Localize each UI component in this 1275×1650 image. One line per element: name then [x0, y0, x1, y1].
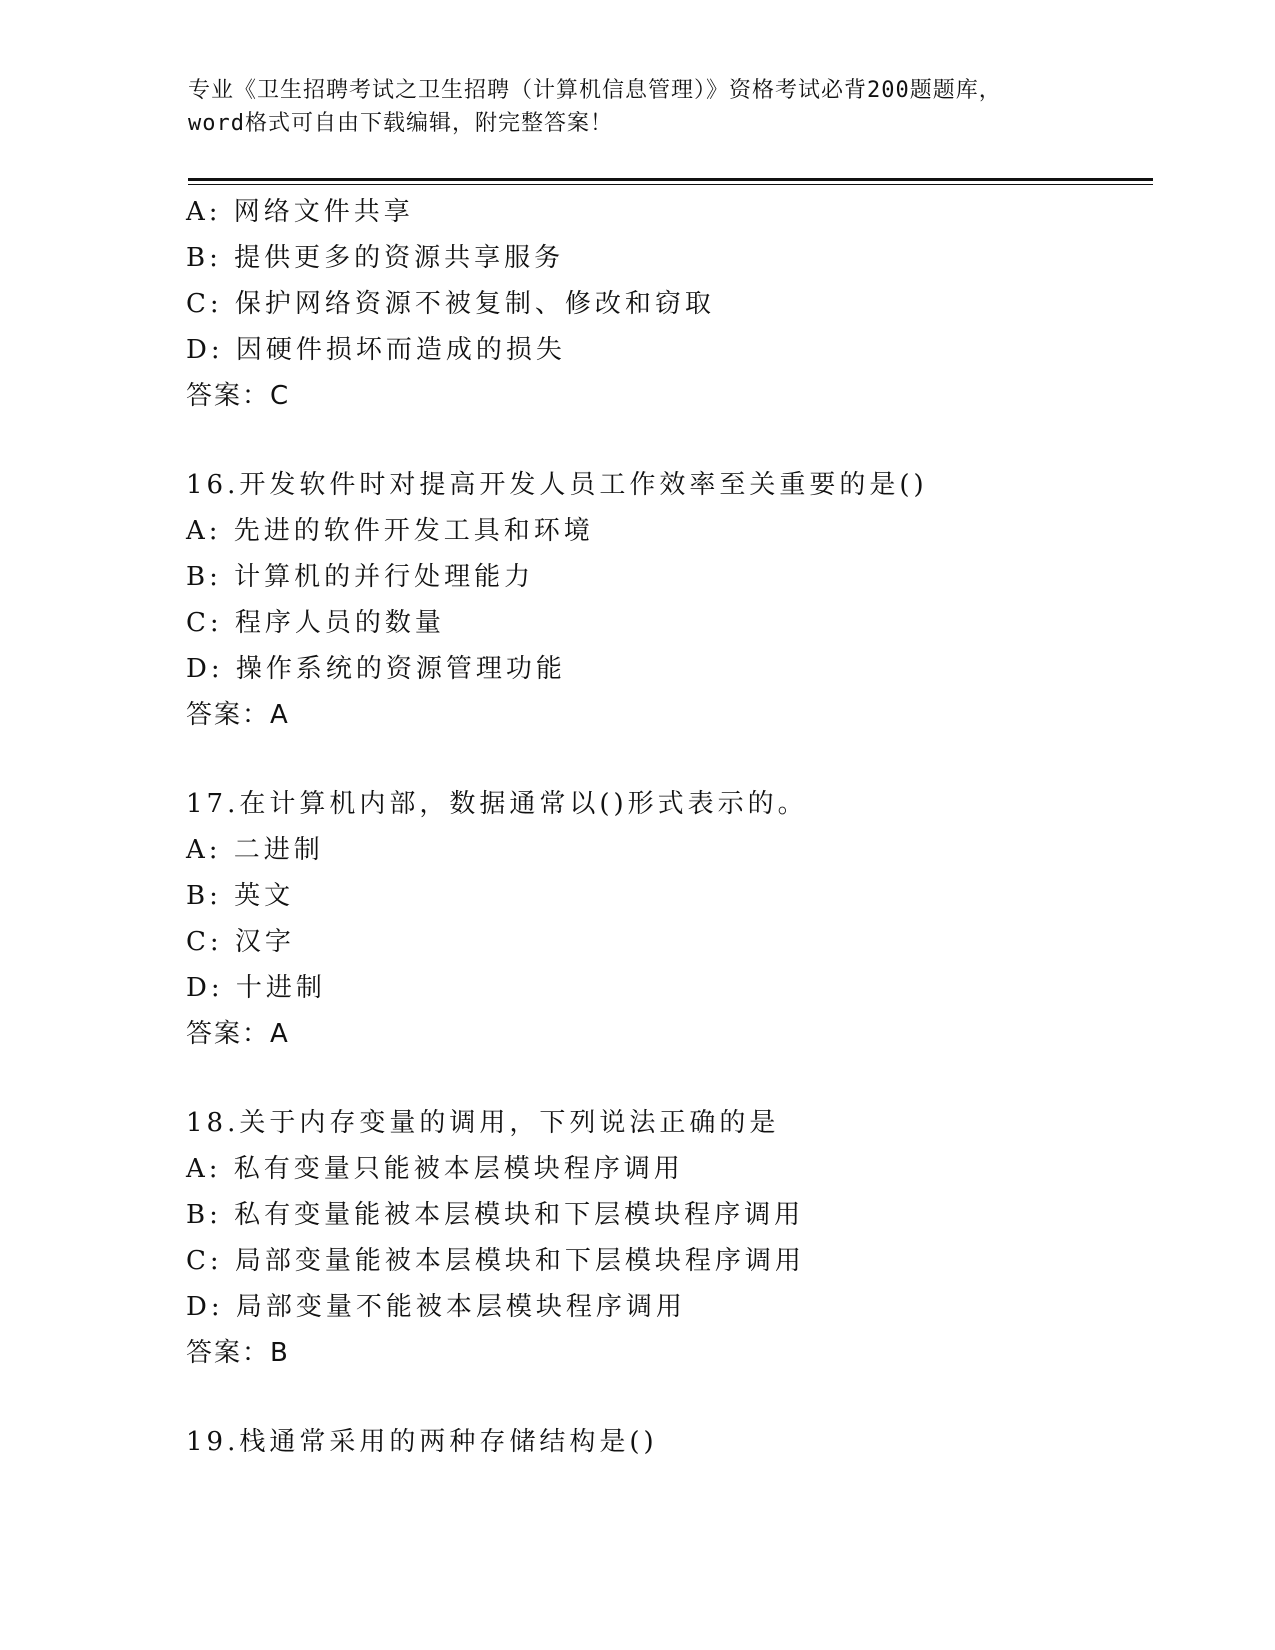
- question-block-16: [186, 462, 1146, 738]
- option-a: A: 二进制: [186, 835, 324, 865]
- option-b: B: 私有变量能被本层模块和下层模块程序调用: [186, 1200, 805, 1230]
- option-a: A: 网络文件共享: [186, 197, 414, 227]
- option-a: A: 私有变量只能被本层模块程序调用: [186, 1154, 684, 1184]
- option-a: A: 先进的软件开发工具和环境: [186, 516, 594, 546]
- option-d: D: 因硬件损坏而造成的损失: [186, 335, 566, 365]
- answer-label: 答案：A: [186, 700, 290, 730]
- header-divider: [188, 178, 1153, 181]
- question-list: [186, 189, 1146, 1465]
- question-text: 19.栈通常采用的两种存储结构是(): [186, 1427, 658, 1457]
- answer-label: 答案：B: [186, 1338, 290, 1368]
- document-header: [188, 74, 1088, 140]
- option-b: B: 计算机的并行处理能力: [186, 562, 535, 592]
- question-text: 17.在计算机内部，数据通常以()形式表示的。: [186, 789, 808, 819]
- option-b: B: 英文: [186, 881, 295, 911]
- option-c: C: 局部变量能被本层模块和下层模块程序调用: [186, 1246, 805, 1276]
- header-title-line-2: word格式可自由下载编辑，附完整答案！: [188, 111, 613, 136]
- option-d: D: 操作系统的资源管理功能: [186, 654, 566, 684]
- option-b: B: 提供更多的资源共享服务: [186, 243, 565, 273]
- answer-label: 答案：A: [186, 1019, 290, 1049]
- option-d: D: 十进制: [186, 973, 326, 1003]
- question-text: 18.关于内存变量的调用，下列说法正确的是: [186, 1108, 780, 1138]
- option-c: C: 汉字: [186, 927, 295, 957]
- answer-label: 答案：C: [186, 381, 291, 411]
- option-c: C: 保护网络资源不被复制、修改和窃取: [186, 289, 715, 319]
- option-d: D: 局部变量不能被本层模块程序调用: [186, 1292, 686, 1322]
- question-block-18: [186, 1100, 1146, 1376]
- option-c: C: 程序人员的数量: [186, 608, 445, 638]
- question-block-15: [186, 189, 1146, 419]
- question-text: 16.开发软件时对提高开发人员工作效率至关重要的是(): [186, 470, 928, 500]
- question-block-19: [186, 1419, 1146, 1465]
- header-divider-thin: [188, 184, 1153, 185]
- question-block-17: [186, 781, 1146, 1057]
- header-title-line-1: 专业《卫生招聘考试之卫生招聘（计算机信息管理）》资格考试必背200题题库，: [188, 78, 1002, 103]
